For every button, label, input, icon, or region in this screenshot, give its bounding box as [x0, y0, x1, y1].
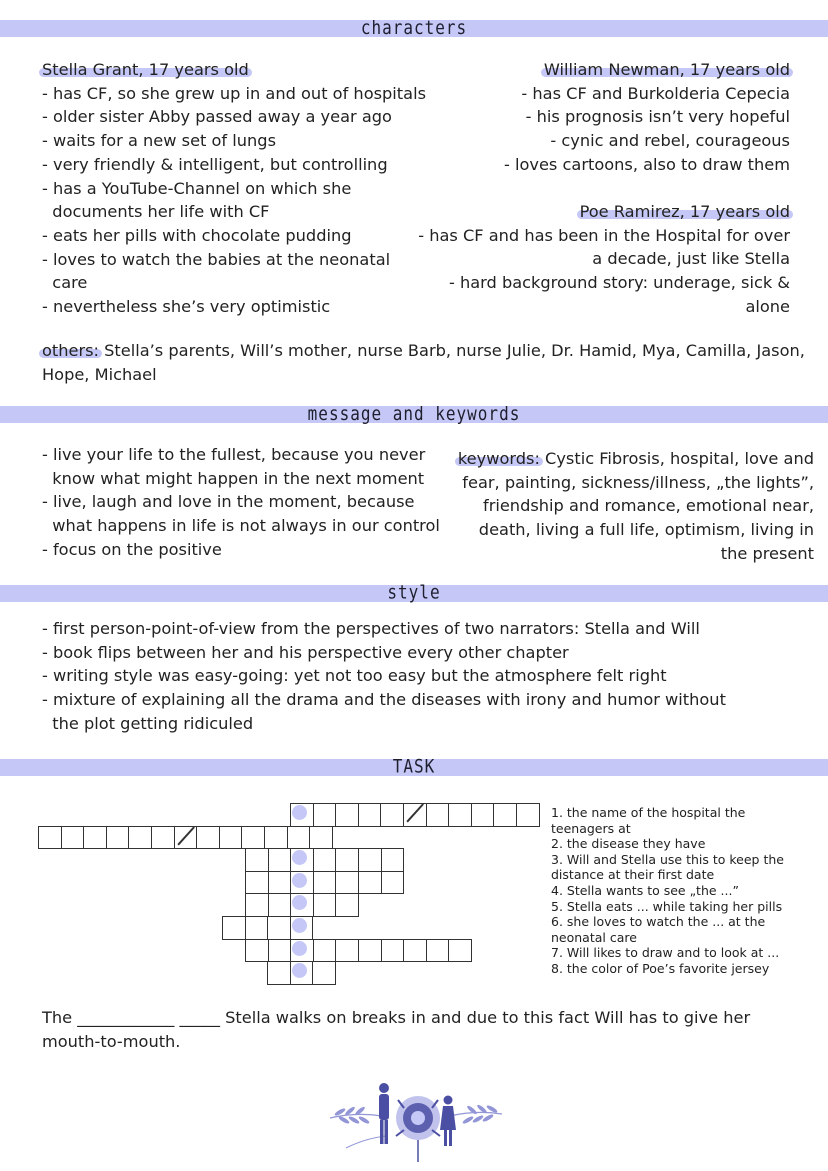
clue-item: 4. Stella wants to see „the ...” — [551, 882, 739, 898]
section-title-task: TASK — [392, 755, 436, 778]
crossword-cell[interactable] — [83, 826, 107, 850]
clue-item: neonatal care — [551, 929, 637, 945]
crossword-cell[interactable] — [358, 939, 382, 963]
keywords-line: fear, painting, sickness/illness, „the lights”, — [462, 472, 814, 492]
keywords-line: friendship and romance, emotional near, — [483, 496, 814, 516]
others-label: others: — [42, 341, 100, 360]
will-line: - has CF and Burkolderia Cepecia — [521, 83, 790, 103]
clue-item: 6. she loves to watch the ... at the — [551, 914, 766, 930]
crossword-cell[interactable] — [290, 803, 314, 827]
clue-item: 3. Will and Stella use this to keep the — [551, 851, 784, 867]
girl-silhouette-icon — [440, 1096, 456, 1147]
crossword-cell[interactable] — [516, 803, 540, 827]
crossword-cell[interactable] — [245, 848, 269, 872]
stella-line: - waits for a new set of lungs — [42, 131, 276, 151]
crossword-cell[interactable] — [219, 826, 243, 850]
left-branch-icon — [330, 1106, 386, 1148]
keywords-label: keywords: — [457, 449, 540, 468]
stella-line: documents her life with CF — [42, 202, 270, 222]
message-line: - live, laugh and love in the moment, because — [42, 492, 415, 512]
crossword-cell[interactable] — [268, 848, 292, 872]
crossword-cell[interactable] — [245, 871, 269, 895]
crossword-cell[interactable] — [267, 916, 291, 940]
crossword-cell[interactable] — [290, 961, 314, 985]
crossword-cell[interactable] — [268, 893, 292, 917]
stella-line: - has CF, so she grew up in and out of hospitals — [42, 83, 427, 103]
fill-in-sentence — [42, 1006, 750, 1053]
clue-item: distance at their first date — [551, 867, 715, 883]
style-block — [42, 617, 726, 736]
stella-name: Stella Grant, 17 years old — [42, 60, 249, 79]
stella-line: care — [42, 273, 88, 293]
clue-item: 8. the color of Poe’s favorite jersey — [551, 960, 770, 976]
others-text: Stella’s parents, Will’s mother, nurse Barb, nurse Julie, Dr. Hamid, Mya, Camilla, Jason, — [99, 341, 805, 360]
crossword-cell[interactable] — [335, 871, 359, 895]
crossword-cell[interactable] — [471, 803, 495, 827]
crossword-cell[interactable] — [313, 893, 337, 917]
floral-couple-illustration — [326, 1078, 506, 1166]
crossword-cell[interactable] — [290, 893, 314, 917]
crossword-cell[interactable] — [313, 848, 337, 872]
crossword-cell[interactable] — [313, 803, 337, 827]
crossword-cell[interactable] — [38, 826, 62, 850]
clue-item: 5. Stella eats ... while taking her pills — [551, 898, 783, 914]
crossword-cell[interactable] — [448, 803, 472, 827]
poe-line: a decade, just like Stella — [592, 249, 790, 269]
stella-line: - loves to watch the babies at the neonatal — [42, 249, 391, 269]
clue-list — [551, 805, 791, 977]
crossword-cell[interactable] — [290, 939, 314, 963]
crossword-cell[interactable] — [287, 826, 311, 850]
stella-line: - has a YouTube-Channel on which she — [42, 178, 352, 198]
clue-item: teenagers at — [551, 820, 631, 836]
crossword-cell[interactable] — [196, 826, 220, 850]
keywords-line: death, living a full life, optimism, living in — [478, 520, 814, 540]
crossword-cell[interactable] — [128, 826, 152, 850]
crossword-cell[interactable] — [290, 916, 314, 940]
keywords-block — [458, 447, 814, 566]
message-line: know what might happen in the next moment — [42, 468, 425, 488]
style-line: the plot getting ridiculed — [42, 713, 254, 733]
crossword-cell[interactable] — [290, 848, 314, 872]
style-line: - book flips between her and his perspective every other chapter — [42, 642, 569, 662]
clue-item: 2. the disease they have — [551, 836, 706, 852]
will-block — [504, 58, 790, 177]
crossword-cell[interactable] — [245, 893, 269, 917]
crossword-cell[interactable] — [335, 848, 359, 872]
section-title-style: style — [387, 581, 441, 604]
crossword-cell[interactable] — [358, 803, 382, 827]
poe-line: - hard background story: underage, sick & — [448, 273, 790, 293]
will-line: - cynic and rebel, courageous — [550, 131, 790, 151]
crossword-cell[interactable] — [268, 939, 292, 963]
crossword-cell[interactable] — [313, 939, 337, 963]
crossword-cell[interactable] — [312, 961, 336, 985]
poe-line: alone — [745, 296, 790, 316]
crossword-cell[interactable] — [358, 871, 382, 895]
crossword-cell[interactable] — [335, 893, 359, 917]
crossword-cell[interactable] — [426, 803, 450, 827]
stella-line: - older sister Abby passed away a year ago — [42, 107, 392, 127]
crossword-cell[interactable] — [61, 826, 85, 850]
crossword-cell[interactable] — [268, 871, 292, 895]
section-title-characters: characters — [360, 16, 468, 39]
poe-block — [418, 200, 790, 319]
message-block — [42, 443, 440, 562]
clue-item: 1. the name of the hospital the — [551, 805, 746, 820]
fill-in-line: The ____________ _____ Stella walks on breaks in and due to this fact Will has to give her — [42, 1008, 751, 1027]
will-line: - his prognosis isn’t very hopeful — [525, 107, 790, 127]
crossword-cell[interactable] — [245, 916, 269, 940]
crossword-cell[interactable] — [174, 826, 198, 850]
section-title-message: message and keywords — [307, 402, 521, 425]
crossword-cell[interactable] — [335, 803, 359, 827]
others-block — [42, 339, 805, 386]
crossword-cell[interactable] — [309, 826, 333, 850]
others-text: Hope, Michael — [42, 364, 157, 384]
keywords-text: Cystic Fibrosis, hospital, love and — [539, 449, 814, 468]
crossword-cell[interactable] — [381, 871, 405, 895]
crossword-cell[interactable] — [426, 939, 450, 963]
crossword-cell[interactable] — [448, 939, 472, 963]
stella-line: - very friendly & intelligent, but controlling — [42, 154, 388, 174]
style-line: - writing style was easy-going: yet not too easy but the atmosphere felt right — [42, 666, 667, 686]
crossword-cell[interactable] — [267, 961, 291, 985]
keywords-line: the present — [720, 543, 814, 563]
fill-in-line: mouth-to-mouth. — [42, 1031, 181, 1051]
crossword-cell[interactable] — [313, 871, 337, 895]
crossword-cell[interactable] — [335, 939, 359, 963]
flower-icon — [396, 1096, 440, 1162]
stella-line: - eats her pills with chocolate pudding — [42, 225, 352, 245]
crossword-cell[interactable] — [358, 848, 382, 872]
style-line: - first person-point-of-view from the perspectives of two narrators: Stella and Will — [42, 619, 700, 638]
crossword-cell[interactable] — [290, 871, 314, 895]
crossword-cell[interactable] — [151, 826, 175, 850]
crossword-cell[interactable] — [264, 826, 288, 850]
right-branch-icon — [450, 1104, 502, 1125]
style-line: - mixture of explaining all the drama and the diseases with irony and humor without — [42, 690, 726, 710]
stella-block — [42, 58, 426, 319]
crossword-cell[interactable] — [403, 803, 427, 827]
clue-item: 7. Will likes to draw and to look at ... — [551, 945, 780, 961]
crossword-cell[interactable] — [381, 939, 405, 963]
stella-line: - nevertheless she’s very optimistic — [42, 297, 331, 317]
will-name: William Newman, 17 years old — [543, 60, 790, 79]
crossword-cell[interactable] — [222, 916, 246, 940]
crossword-cell[interactable] — [245, 939, 269, 963]
crossword-cell[interactable] — [241, 826, 265, 850]
message-line: - live your life to the fullest, because you never — [42, 445, 426, 464]
crossword-cell[interactable] — [493, 803, 517, 827]
message-line: what happens in life is not always in our control — [42, 516, 440, 536]
will-line: - loves cartoons, also to draw them — [504, 154, 790, 174]
crossword-cell[interactable] — [380, 803, 404, 827]
poe-name: Poe Ramirez, 17 years old — [579, 202, 790, 221]
poe-line: - has CF and has been in the Hospital for over — [418, 225, 790, 245]
message-line: - focus on the positive — [42, 539, 222, 559]
crossword-cell[interactable] — [403, 939, 427, 963]
boy-silhouette-icon — [379, 1083, 389, 1144]
crossword-cell[interactable] — [381, 848, 405, 872]
crossword-cell[interactable] — [106, 826, 130, 850]
